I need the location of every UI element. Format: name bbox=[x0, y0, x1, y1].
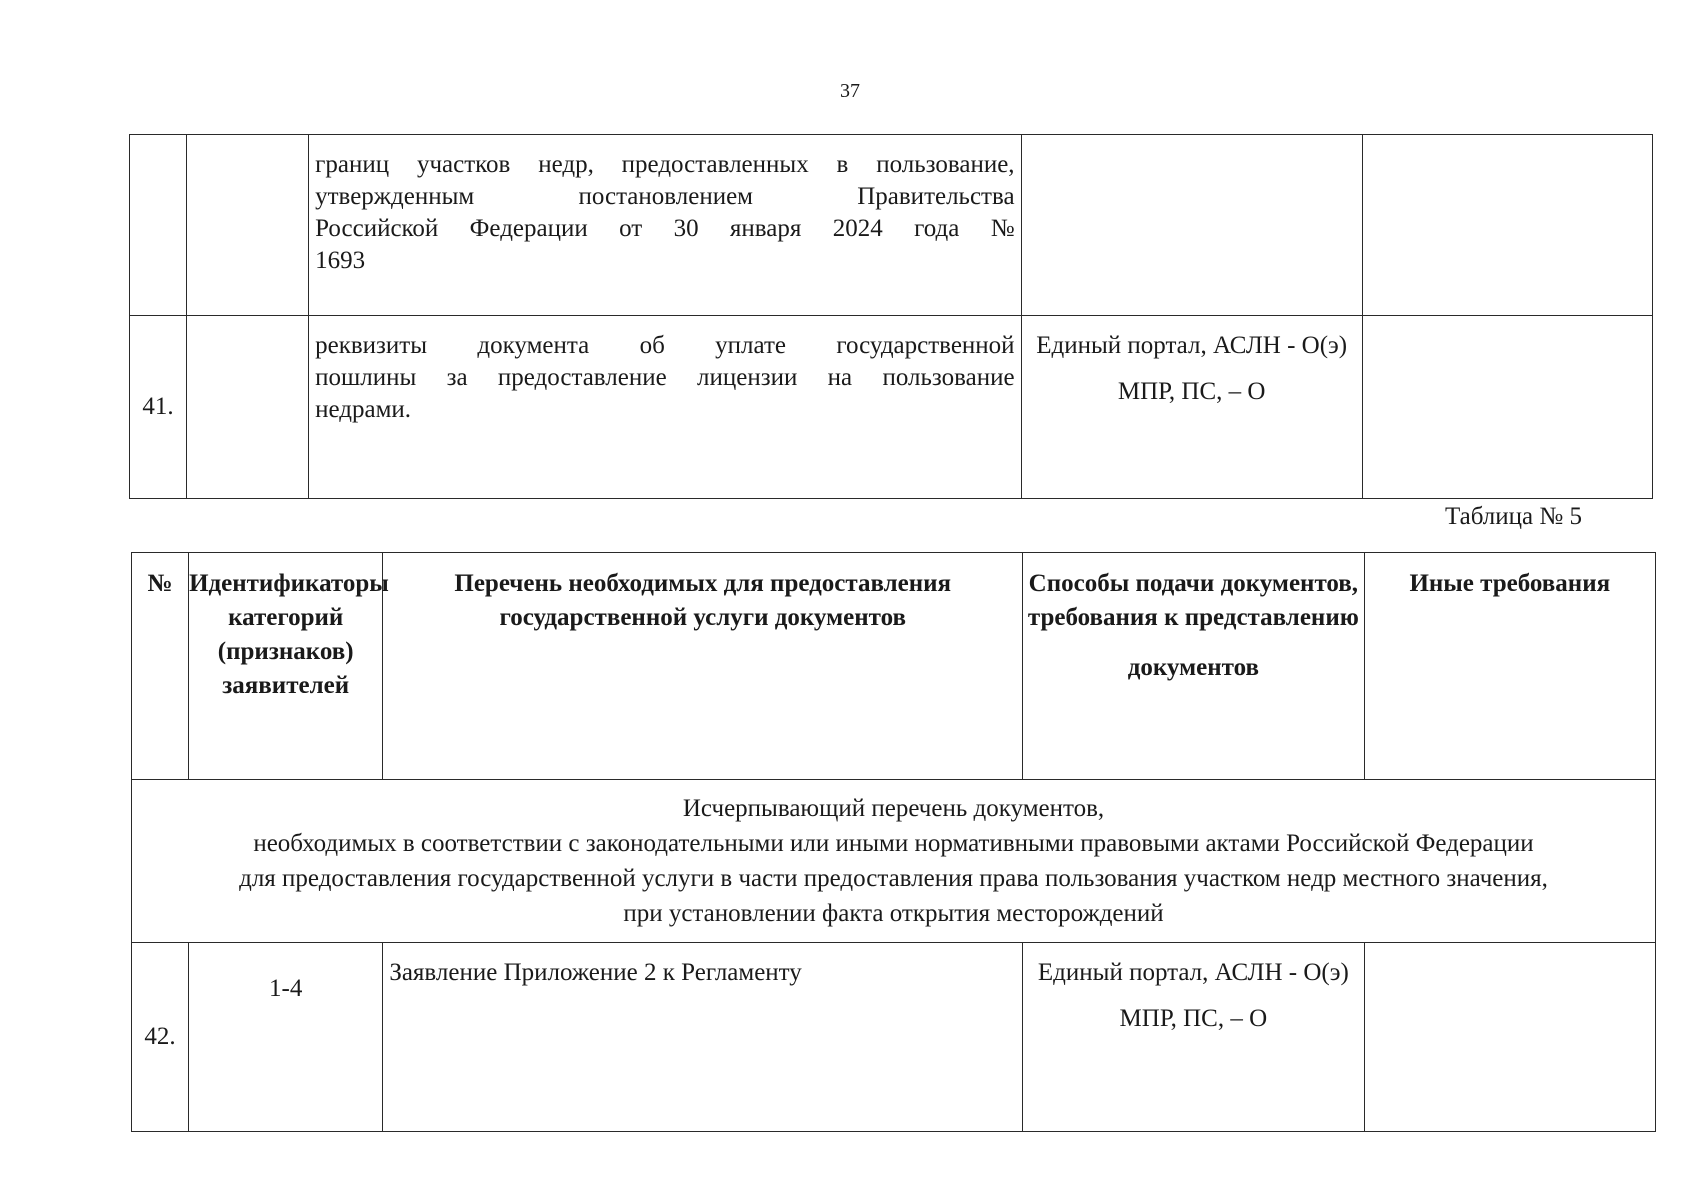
table-label: Таблица № 5 bbox=[1444, 503, 1582, 530]
table-header-row bbox=[132, 553, 1656, 780]
row-number: 42. bbox=[132, 943, 189, 1132]
section-line: для предоставления государственной услуги в части предоставления права пользования участком недр местного значения, bbox=[239, 865, 1548, 892]
document-line: пошлины за предоставление лицензии на пользование bbox=[315, 364, 1015, 391]
row-document: Заявление Приложение 2 к Регламенту bbox=[383, 943, 1023, 1132]
method-line: МПР, ПС, – О bbox=[1119, 1005, 1268, 1032]
row-method bbox=[1021, 316, 1362, 499]
row-categories bbox=[187, 135, 309, 316]
method-line: Единый портал, АСЛН - О(э) bbox=[1037, 959, 1349, 986]
row-other bbox=[1362, 135, 1652, 316]
method-line: Единый портал, АСЛН - О(э) bbox=[1036, 332, 1348, 359]
header-methods-text: Способы подачи документов, требования к представлению bbox=[1027, 570, 1359, 631]
row-categories: 1-4 bbox=[189, 943, 383, 1132]
method-line: МПР, ПС, – О bbox=[1117, 378, 1266, 405]
row-categories bbox=[187, 316, 309, 499]
row-document bbox=[309, 316, 1021, 499]
document-line: реквизиты документа об уплате государственной bbox=[315, 332, 1015, 359]
row-other bbox=[1362, 316, 1652, 499]
header-methods-text: документов bbox=[1127, 654, 1259, 681]
document-line: Российской Федерации от 30 января 2024 года № bbox=[315, 215, 1015, 242]
page-number: 37 bbox=[840, 80, 860, 102]
document-line: 1693 bbox=[315, 247, 366, 274]
document-line: утвержденным постановлением Правительства bbox=[315, 183, 1015, 210]
continuation-table bbox=[129, 134, 1653, 499]
section-row bbox=[132, 780, 1656, 943]
table-5 bbox=[131, 552, 1656, 1132]
row-method bbox=[1023, 943, 1364, 1132]
section-title bbox=[132, 780, 1656, 943]
header-documents: Перечень необходимых для предоставления государственной услуги документов bbox=[383, 553, 1023, 780]
table-row bbox=[130, 316, 1653, 499]
header-categories: Идентификаторы категорий (признаков) заявителей bbox=[189, 553, 383, 780]
section-line: Исчерпывающий перечень документов, bbox=[682, 795, 1105, 822]
row-document bbox=[309, 135, 1021, 316]
section-line: при установлении факта открытия месторождений bbox=[623, 900, 1164, 927]
row-other bbox=[1364, 943, 1655, 1132]
row-method bbox=[1021, 135, 1362, 316]
table-row bbox=[132, 943, 1656, 1132]
header-number: № bbox=[132, 553, 189, 780]
document-line: границ участков недр, предоставленных в пользование, bbox=[315, 151, 1015, 178]
table-row bbox=[130, 135, 1653, 316]
section-line: необходимых в соответствии с законодательными или иными нормативными правовыми актами Российской Федерации bbox=[253, 830, 1534, 857]
header-other: Иные требования bbox=[1364, 553, 1655, 780]
row-number bbox=[130, 135, 187, 316]
document-line: недрами. bbox=[315, 396, 412, 423]
row-number: 41. bbox=[130, 316, 187, 499]
header-methods bbox=[1023, 553, 1364, 780]
